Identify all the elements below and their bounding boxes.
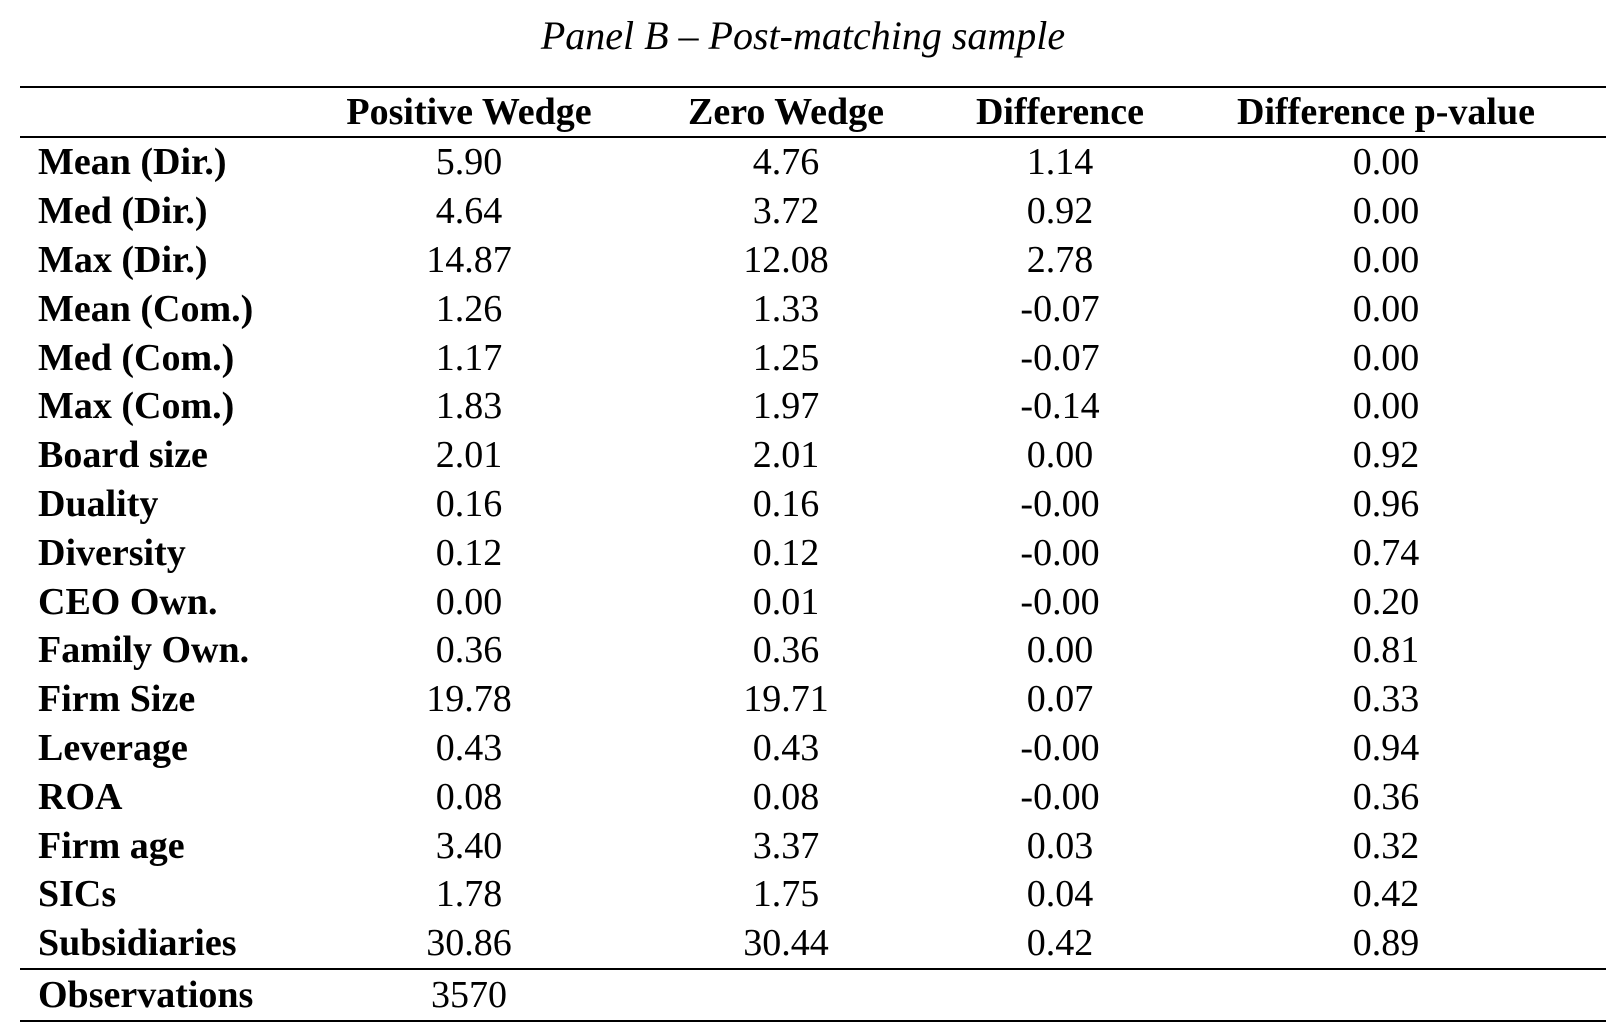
positive-wedge-cell: 1.26 [435,287,503,330]
observations-row [20,969,1606,1021]
table-row [20,528,1606,577]
difference-cell: 0.42 [1026,922,1094,965]
zero-wedge-cell: 30.44 [743,922,829,965]
table-row [20,333,1606,382]
table-row [20,382,1606,431]
p-value-cell: 0.89 [1352,922,1420,965]
difference-cell: -0.00 [1020,775,1100,818]
p-value-cell: 0.32 [1352,824,1420,867]
p-value-cell: 0.00 [1352,141,1420,184]
p-value-cell: 0.36 [1352,775,1420,818]
zero-wedge-cell: 3.37 [752,824,820,867]
table-row [20,284,1606,333]
difference-cell: -0.00 [1020,531,1100,574]
row-label: Leverage [38,726,188,769]
row-label: CEO Own. [38,580,218,623]
positive-wedge-cell: 0.43 [435,726,503,769]
row-label: ROA [38,775,123,818]
positive-wedge-cell: 0.36 [435,629,503,672]
zero-wedge-cell: 2.01 [752,434,820,477]
positive-wedge-cell: 0.12 [435,531,503,574]
row-label: Family Own. [38,629,250,672]
table-row [20,772,1606,821]
table-row [20,919,1606,969]
p-value-cell: 0.00 [1352,336,1420,379]
header-difference: Difference [954,87,1166,137]
row-label: Mean (Dir.) [38,141,227,184]
row-label: Duality [38,482,159,525]
table-row [20,626,1606,675]
row-label: Firm age [38,824,185,867]
p-value-cell: 0.74 [1352,531,1420,574]
empty-cell [618,969,954,1021]
zero-wedge-cell: 0.08 [752,775,820,818]
zero-wedge-cell: 3.72 [752,190,820,233]
observations-label: Observations [20,969,320,1021]
difference-cell: -0.07 [1020,287,1100,330]
p-value-cell: 0.92 [1352,434,1420,477]
table-row [20,137,1606,187]
positive-wedge-cell: 1.17 [435,336,503,379]
header-difference-p-value: Difference p-value [1166,87,1606,137]
table-row [20,236,1606,285]
row-label: Board size [38,434,208,477]
difference-cell: -0.00 [1020,726,1100,769]
summary-statistics-table [20,86,1606,1022]
zero-wedge-cell: 0.36 [752,629,820,672]
zero-wedge-cell: 1.97 [752,385,820,428]
p-value-cell: 0.20 [1352,580,1420,623]
header-row [20,87,1606,137]
p-value-cell: 0.42 [1352,873,1420,916]
positive-wedge-cell: 2.01 [435,434,503,477]
header-blank [20,87,320,137]
zero-wedge-cell: 4.76 [752,141,820,184]
zero-wedge-cell: 1.75 [752,873,820,916]
difference-cell: 0.00 [1026,629,1094,672]
p-value-cell: 0.94 [1352,726,1420,769]
p-value-cell: 0.00 [1352,287,1420,330]
difference-cell: 0.92 [1026,190,1094,233]
positive-wedge-cell: 30.86 [426,922,512,965]
row-label: Subsidiaries [38,922,237,965]
row-label: Mean (Com.) [38,287,254,330]
positive-wedge-cell: 5.90 [435,141,503,184]
p-value-cell: 0.00 [1352,238,1420,281]
table-row [20,821,1606,870]
row-label: SICs [38,873,117,916]
table-body [20,137,1606,1021]
empty-cell [954,969,1166,1021]
positive-wedge-cell: 0.00 [435,580,503,623]
zero-wedge-cell: 1.33 [752,287,820,330]
observations-value: 3570 [320,969,618,1021]
table-row [20,480,1606,529]
p-value-cell: 0.00 [1352,190,1420,233]
p-value-cell: 0.96 [1352,482,1420,525]
difference-cell: 1.14 [1026,141,1094,184]
difference-cell: -0.14 [1020,385,1100,428]
zero-wedge-cell: 0.12 [752,531,820,574]
row-label: Firm Size [38,678,196,721]
positive-wedge-cell: 1.83 [435,385,503,428]
table-row [20,675,1606,724]
p-value-cell: 0.00 [1352,385,1420,428]
positive-wedge-cell: 0.08 [435,775,503,818]
p-value-cell: 0.81 [1352,629,1420,672]
difference-cell: -0.00 [1020,482,1100,525]
zero-wedge-cell: 19.71 [743,678,829,721]
positive-wedge-cell: 14.87 [426,238,512,281]
row-label: Max (Dir.) [38,238,208,281]
row-label: Diversity [38,531,186,574]
positive-wedge-cell: 0.16 [435,482,503,525]
table-row [20,724,1606,773]
difference-cell: -0.00 [1020,580,1100,623]
p-value-cell: 0.33 [1352,678,1420,721]
difference-cell: 0.07 [1026,678,1094,721]
table-row [20,577,1606,626]
difference-cell: 0.03 [1026,824,1094,867]
header-positive-wedge: Positive Wedge [320,87,618,137]
table-row [20,187,1606,236]
empty-cell [1166,969,1606,1021]
difference-cell: 2.78 [1026,238,1094,281]
positive-wedge-cell: 1.78 [435,873,503,916]
panel-title: Panel B – Post-matching sample [540,13,1066,58]
difference-cell: 0.00 [1026,434,1094,477]
positive-wedge-cell: 4.64 [435,190,503,233]
zero-wedge-cell: 0.01 [752,580,820,623]
positive-wedge-cell: 3.40 [435,824,503,867]
row-label: Max (Com.) [38,385,235,428]
difference-cell: -0.07 [1020,336,1100,379]
zero-wedge-cell: 1.25 [752,336,820,379]
header-zero-wedge: Zero Wedge [618,87,954,137]
row-label: Med (Dir.) [38,190,208,233]
zero-wedge-cell: 0.43 [752,726,820,769]
zero-wedge-cell: 0.16 [752,482,820,525]
difference-cell: 0.04 [1026,873,1094,916]
table-row [20,870,1606,919]
zero-wedge-cell: 12.08 [743,238,829,281]
row-label: Med (Com.) [38,336,235,379]
positive-wedge-cell: 19.78 [426,678,512,721]
table-row [20,431,1606,480]
